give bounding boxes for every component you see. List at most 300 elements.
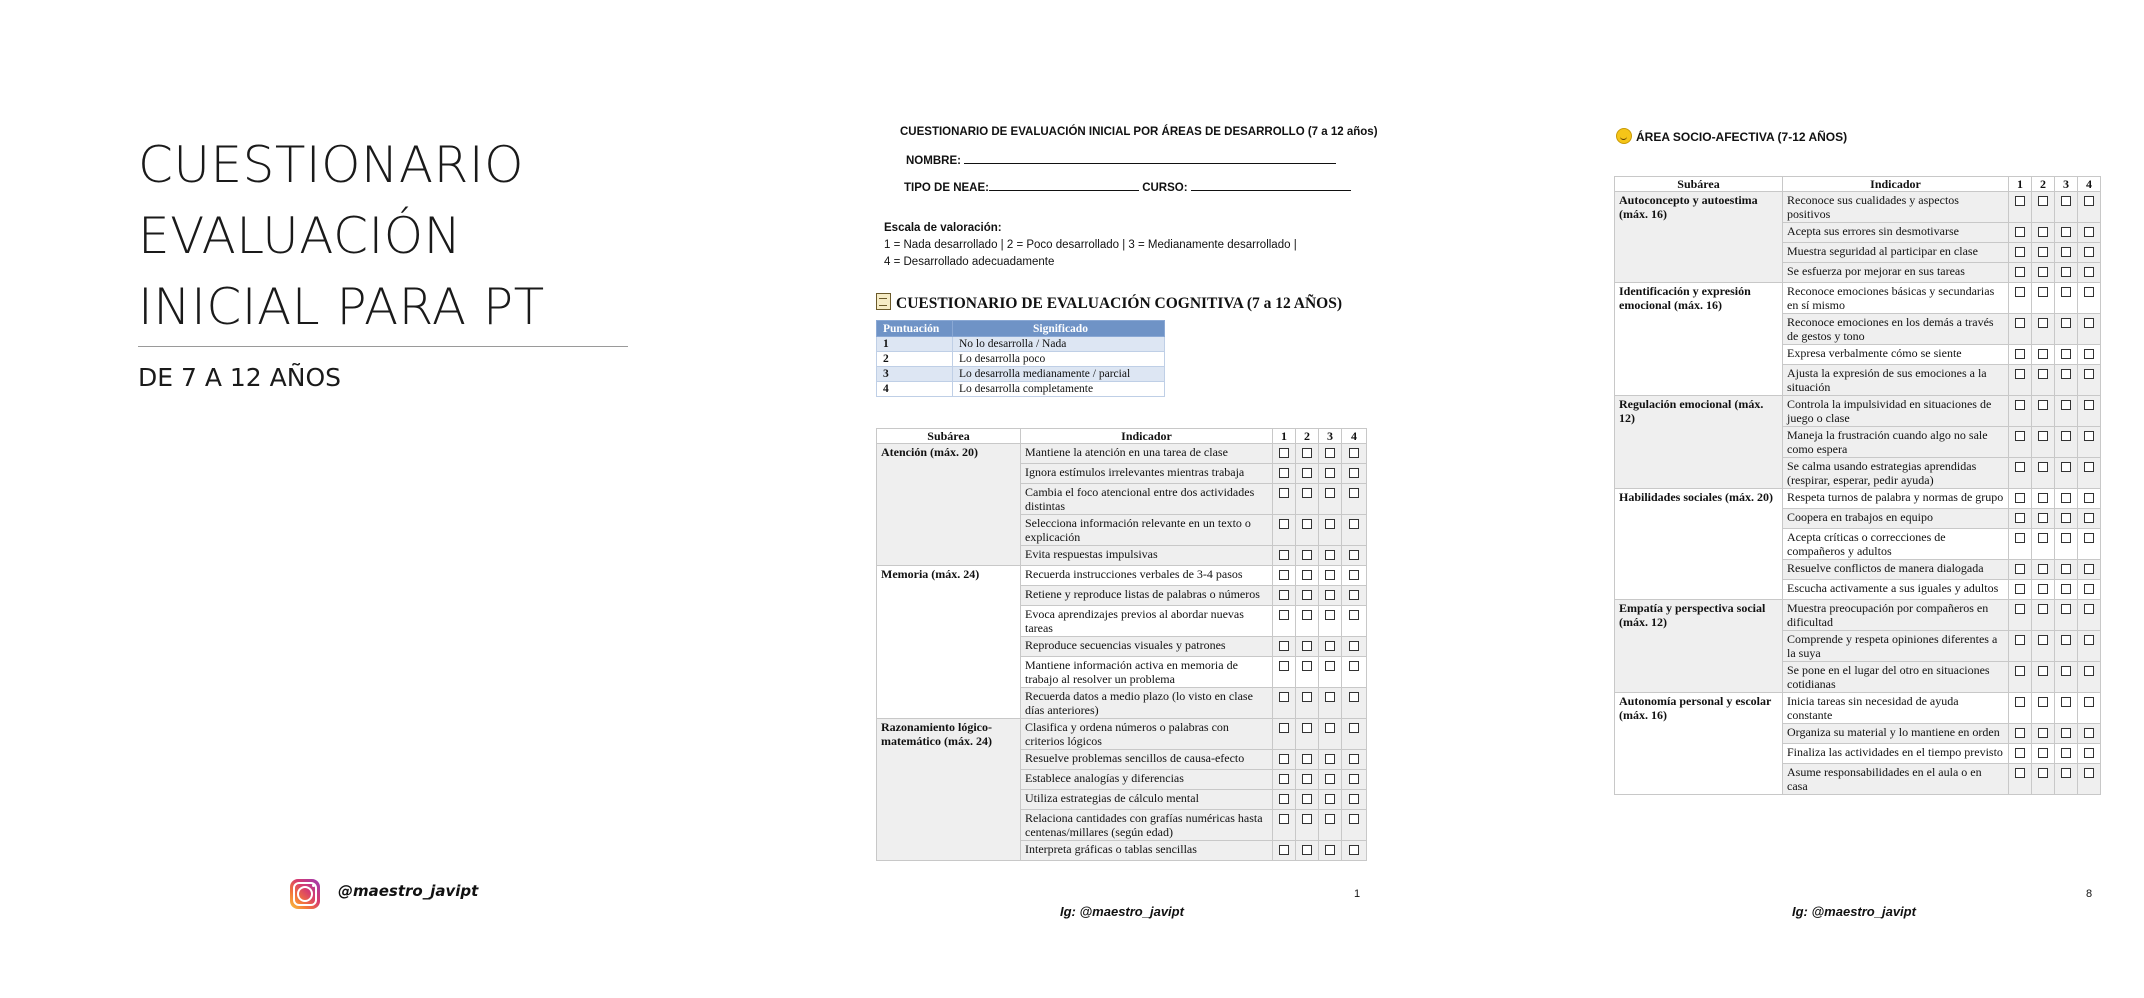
legend-score: 4 (877, 382, 953, 397)
instagram-handle[interactable]: @maestro_javipt (338, 882, 479, 900)
rating-checkbox[interactable] (2061, 349, 2071, 359)
rating-checkbox[interactable] (1325, 610, 1335, 620)
cover-title-line: CUESTIONARIO (138, 136, 524, 194)
rating-cell (2078, 724, 2101, 744)
rating-cell (1296, 841, 1319, 861)
subarea-name: Autoconcepto y autoestima (máx. 16) (1615, 192, 1783, 283)
rating-checkbox[interactable] (2015, 318, 2025, 328)
rating-checkbox[interactable] (1279, 488, 1289, 498)
table-row (877, 719, 1367, 750)
rating-cell (2078, 345, 2101, 365)
rating-cell (1296, 750, 1319, 770)
rating-checkbox[interactable] (1325, 448, 1335, 458)
rating-checkbox[interactable] (2084, 196, 2094, 206)
rating-cell (2032, 345, 2055, 365)
page-number: 1 (1354, 888, 1361, 900)
rating-checkbox[interactable] (2084, 635, 2094, 645)
indicator-text: Selecciona información relevante en un texto o explicación (1021, 515, 1273, 546)
rating-checkbox[interactable] (2015, 462, 2025, 472)
rating-checkbox[interactable] (2015, 400, 2025, 410)
rating-checkbox[interactable] (2038, 462, 2048, 472)
cognitive-section-title (876, 293, 1342, 313)
rating-checkbox[interactable] (2015, 349, 2025, 359)
rating-cell (1273, 770, 1296, 790)
rating-checkbox[interactable] (1302, 814, 1312, 824)
rating-checkbox[interactable] (2061, 247, 2071, 257)
subarea-name: Autonomía personal y escolar (máx. 16) (1615, 693, 1783, 795)
rating-checkbox[interactable] (1302, 570, 1312, 580)
rating-checkbox[interactable] (2061, 666, 2071, 676)
rating-checkbox[interactable] (1302, 723, 1312, 733)
rating-cell (1342, 515, 1367, 546)
rating-checkbox[interactable] (1325, 814, 1335, 824)
rating-checkbox[interactable] (1349, 610, 1359, 620)
rating-checkbox[interactable] (1325, 590, 1335, 600)
rating-checkbox[interactable] (1325, 488, 1335, 498)
rating-cell (1296, 637, 1319, 657)
rating-checkbox[interactable] (2038, 318, 2048, 328)
rating-checkbox[interactable] (2015, 369, 2025, 379)
cognitive-table (876, 428, 1367, 861)
rating-checkbox[interactable] (1349, 641, 1359, 651)
rating-checkbox[interactable] (2038, 349, 2048, 359)
rating-checkbox[interactable] (2061, 635, 2071, 645)
rating-checkbox[interactable] (2084, 666, 2094, 676)
page-footer[interactable]: Ig: @maestro_javipt (1060, 904, 1184, 919)
indicator-text: Expresa verbalmente cómo se siente (1783, 345, 2009, 365)
rating-checkbox[interactable] (2038, 635, 2048, 645)
rating-checkbox[interactable] (1349, 448, 1359, 458)
rating-checkbox[interactable] (2038, 247, 2048, 257)
rating-checkbox[interactable] (2084, 431, 2094, 441)
column-header: 4 (2078, 177, 2101, 192)
rating-cell (2032, 744, 2055, 764)
rating-cell (1273, 606, 1296, 637)
cover-title-line: INICIAL PARA PT (138, 278, 545, 336)
rating-checkbox[interactable] (1325, 723, 1335, 733)
rating-cell (1296, 464, 1319, 484)
legend-meaning: Lo desarrolla poco (953, 352, 1165, 367)
rating-checkbox[interactable] (1302, 692, 1312, 702)
indicator-text: Recuerda instrucciones verbales de 3-4 pasos (1021, 566, 1273, 586)
indicator-text: Evita respuestas impulsivas (1021, 546, 1273, 566)
rating-checkbox[interactable] (1349, 519, 1359, 529)
course-label: CURSO: (1142, 182, 1188, 194)
rating-checkbox[interactable] (1279, 661, 1289, 671)
legend-meaning: Lo desarrolla completamente (953, 382, 1165, 397)
rating-cell (1273, 515, 1296, 546)
rating-checkbox[interactable] (2038, 493, 2048, 503)
rating-cell (2078, 529, 2101, 560)
rating-checkbox[interactable] (1349, 774, 1359, 784)
rating-cell (1342, 657, 1367, 688)
rating-checkbox[interactable] (2061, 196, 2071, 206)
rating-checkbox[interactable] (2038, 697, 2048, 707)
indicator-text: Controla la impulsividad en situaciones de juego o clase (1783, 396, 2009, 427)
rating-checkbox[interactable] (2084, 287, 2094, 297)
rating-checkbox[interactable] (2084, 400, 2094, 410)
indicator-text: Recuerda datos a medio plazo (lo visto en clase días anteriores) (1021, 688, 1273, 719)
indicator-text: Organiza su material y lo mantiene en orden (1783, 724, 2009, 744)
rating-cell (1273, 546, 1296, 566)
rating-cell (1342, 750, 1367, 770)
rating-checkbox[interactable] (2084, 564, 2094, 574)
rating-cell (2009, 764, 2032, 795)
rating-checkbox[interactable] (1349, 468, 1359, 478)
rating-checkbox[interactable] (1279, 845, 1289, 855)
rating-cell (1273, 566, 1296, 586)
rating-checkbox[interactable] (2084, 768, 2094, 778)
page-footer[interactable]: Ig: @maestro_javipt (1792, 904, 1916, 919)
rating-cell (1342, 637, 1367, 657)
rating-checkbox[interactable] (2084, 349, 2094, 359)
rating-checkbox[interactable] (2015, 533, 2025, 543)
rating-checkbox[interactable] (1279, 774, 1289, 784)
rating-cell (1296, 719, 1319, 750)
rating-checkbox[interactable] (2061, 768, 2071, 778)
rating-checkbox[interactable] (2061, 697, 2071, 707)
rating-checkbox[interactable] (1349, 590, 1359, 600)
rating-checkbox[interactable] (2015, 584, 2025, 594)
indicator-text: Escucha activamente a sus iguales y adultos (1783, 580, 2009, 600)
rating-checkbox[interactable] (2061, 267, 2071, 277)
rating-cell (1296, 586, 1319, 606)
rating-cell (2078, 458, 2101, 489)
rating-cell (1273, 637, 1296, 657)
rating-cell (2055, 580, 2078, 600)
rating-cell (1273, 484, 1296, 515)
rating-checkbox[interactable] (1349, 488, 1359, 498)
rating-checkbox[interactable] (1279, 519, 1289, 529)
rating-checkbox[interactable] (2061, 533, 2071, 543)
rating-cell (2078, 580, 2101, 600)
rating-checkbox[interactable] (1349, 814, 1359, 824)
legend-score: 1 (877, 337, 953, 352)
rating-checkbox[interactable] (2084, 318, 2094, 328)
rating-checkbox[interactable] (1325, 692, 1335, 702)
rating-checkbox[interactable] (1325, 754, 1335, 764)
rating-checkbox[interactable] (2038, 584, 2048, 594)
rating-checkbox[interactable] (2015, 564, 2025, 574)
rating-checkbox[interactable] (2084, 267, 2094, 277)
rating-cell (2009, 314, 2032, 345)
rating-cell (1296, 444, 1319, 464)
rating-checkbox[interactable] (2084, 462, 2094, 472)
rating-cell (1342, 484, 1367, 515)
rating-checkbox[interactable] (2061, 748, 2071, 758)
rating-cell (1319, 606, 1342, 637)
rating-checkbox[interactable] (2084, 369, 2094, 379)
table-row (1615, 693, 2101, 724)
table-row (1615, 283, 2101, 314)
rating-checkbox[interactable] (1279, 610, 1289, 620)
column-header: 1 (2009, 177, 2032, 192)
rating-cell (2009, 560, 2032, 580)
subarea-name: Habilidades sociales (máx. 20) (1615, 489, 1783, 600)
rating-checkbox[interactable] (1279, 590, 1289, 600)
rating-checkbox[interactable] (1302, 794, 1312, 804)
indicator-text: Mantiene información activa en memoria de trabajo al resolver un problema (1021, 657, 1273, 688)
rating-checkbox[interactable] (1302, 610, 1312, 620)
rating-cell (1319, 484, 1342, 515)
rating-cell (1342, 841, 1367, 861)
rating-checkbox[interactable] (2015, 493, 2025, 503)
rating-checkbox[interactable] (2038, 768, 2048, 778)
rating-cell (1342, 546, 1367, 566)
cover-title-line: EVALUACIÓN (138, 207, 462, 265)
rating-cell (2009, 580, 2032, 600)
rating-cell (2009, 744, 2032, 764)
rating-cell (2055, 724, 2078, 744)
rating-checkbox[interactable] (2084, 748, 2094, 758)
rating-checkbox[interactable] (2015, 768, 2025, 778)
rating-checkbox[interactable] (2038, 604, 2048, 614)
rating-checkbox[interactable] (2015, 287, 2025, 297)
rating-checkbox[interactable] (2061, 604, 2071, 614)
indicator-text: Clasifica y ordena números o palabras con criterios lógicos (1021, 719, 1273, 750)
rating-cell (1319, 750, 1342, 770)
indicator-text: Acepta críticas o correcciones de compañeros y adultos (1783, 529, 2009, 560)
smiley-icon (1616, 128, 1632, 144)
rating-checkbox[interactable] (1279, 641, 1289, 651)
rating-cell (2055, 600, 2078, 631)
rating-checkbox[interactable] (1302, 550, 1312, 560)
indicator-text: Evoca aprendizajes previos al abordar nuevas tareas (1021, 606, 1273, 637)
rating-checkbox[interactable] (2084, 604, 2094, 614)
rating-checkbox[interactable] (1302, 448, 1312, 458)
rating-checkbox[interactable] (1349, 723, 1359, 733)
rating-checkbox[interactable] (1302, 519, 1312, 529)
rating-checkbox[interactable] (2038, 287, 2048, 297)
rating-checkbox[interactable] (1325, 570, 1335, 580)
indicator-text: Se esfuerza por mejorar en sus tareas (1783, 263, 2009, 283)
rating-cell (1319, 657, 1342, 688)
rating-checkbox[interactable] (1279, 692, 1289, 702)
rating-checkbox[interactable] (1349, 692, 1359, 702)
rating-cell (1273, 586, 1296, 606)
rating-checkbox[interactable] (2084, 513, 2094, 523)
subarea-name: Empatía y perspectiva social (máx. 12) (1615, 600, 1783, 693)
rating-cell (1342, 719, 1367, 750)
rating-cell (2032, 509, 2055, 529)
rating-checkbox[interactable] (2061, 728, 2071, 738)
rating-cell (2078, 509, 2101, 529)
rating-cell (2032, 243, 2055, 263)
rating-checkbox[interactable] (2038, 748, 2048, 758)
rating-checkbox[interactable] (1325, 661, 1335, 671)
memo-icon (876, 293, 891, 310)
rating-checkbox[interactable] (1302, 641, 1312, 651)
rating-checkbox[interactable] (2015, 247, 2025, 257)
rating-checkbox[interactable] (2084, 584, 2094, 594)
rating-checkbox[interactable] (2015, 227, 2025, 237)
rating-checkbox[interactable] (1325, 774, 1335, 784)
rating-checkbox[interactable] (1279, 570, 1289, 580)
cover-divider (138, 346, 628, 347)
rating-cell (1319, 546, 1342, 566)
rating-checkbox[interactable] (1325, 845, 1335, 855)
rating-checkbox[interactable] (2015, 604, 2025, 614)
rating-checkbox[interactable] (2061, 400, 2071, 410)
subarea-name: Identificación y expresión emocional (máx. 16) (1615, 283, 1783, 396)
rating-checkbox[interactable] (2084, 227, 2094, 237)
rating-cell (2055, 529, 2078, 560)
rating-checkbox[interactable] (2015, 513, 2025, 523)
rating-checkbox[interactable] (2061, 564, 2071, 574)
rating-cell (1273, 790, 1296, 810)
rating-checkbox[interactable] (1302, 661, 1312, 671)
rating-checkbox[interactable] (1302, 488, 1312, 498)
indicator-text: Retiene y reproduce listas de palabras o números (1021, 586, 1273, 606)
rating-checkbox[interactable] (2038, 196, 2048, 206)
indicator-text: Resuelve conflictos de manera dialogada (1783, 560, 2009, 580)
rating-checkbox[interactable] (1349, 845, 1359, 855)
column-header: 3 (1319, 429, 1342, 444)
subarea-name: Memoria (máx. 24) (877, 566, 1021, 719)
rating-checkbox[interactable] (1279, 754, 1289, 764)
rating-cell (2078, 314, 2101, 345)
indicator-text: Respeta turnos de palabra y normas de grupo (1783, 489, 2009, 509)
rating-checkbox[interactable] (1302, 845, 1312, 855)
rating-cell (1273, 810, 1296, 841)
neae-course-field[interactable] (904, 179, 1351, 194)
instagram-icon[interactable] (290, 879, 320, 909)
rating-cell (1342, 444, 1367, 464)
rating-checkbox[interactable] (1302, 590, 1312, 600)
subarea-name: Regulación emocional (máx. 12) (1615, 396, 1783, 489)
rating-cell (2055, 631, 2078, 662)
rating-checkbox[interactable] (2038, 513, 2048, 523)
rating-cell (1342, 810, 1367, 841)
rating-checkbox[interactable] (1325, 550, 1335, 560)
rating-cell (1296, 810, 1319, 841)
questionnaire-header: CUESTIONARIO DE EVALUACIÓN INICIAL POR ÁREAS DE DESARROLLO (7 a 12 años) (900, 126, 1378, 138)
indicator-text: Asume responsabilidades en el aula o en casa (1783, 764, 2009, 795)
rating-checkbox[interactable] (2015, 431, 2025, 441)
rating-checkbox[interactable] (2015, 748, 2025, 758)
rating-checkbox[interactable] (1279, 794, 1289, 804)
name-label: NOMBRE: (906, 155, 961, 167)
indicator-text: Resuelve problemas sencillos de causa-efecto (1021, 750, 1273, 770)
rating-checkbox[interactable] (1325, 468, 1335, 478)
rating-cell (1342, 566, 1367, 586)
rating-checkbox[interactable] (1349, 794, 1359, 804)
table-header-row (1615, 177, 2101, 192)
indicator-text: Reproduce secuencias visuales y patrones (1021, 637, 1273, 657)
rating-checkbox[interactable] (2084, 697, 2094, 707)
rating-checkbox[interactable] (2061, 513, 2071, 523)
rating-checkbox[interactable] (2061, 227, 2071, 237)
rating-checkbox[interactable] (2061, 493, 2071, 503)
rating-checkbox[interactable] (2015, 196, 2025, 206)
rating-cell (2078, 427, 2101, 458)
rating-cell (2032, 529, 2055, 560)
rating-checkbox[interactable] (2038, 564, 2048, 574)
rating-checkbox[interactable] (1279, 814, 1289, 824)
rating-checkbox[interactable] (2015, 666, 2025, 676)
scale-line: 1 = Nada desarrollado | 2 = Poco desarrollado | 3 = Medianamente desarrollado | (884, 239, 1297, 251)
rating-checkbox[interactable] (1279, 723, 1289, 733)
rating-checkbox[interactable] (2015, 635, 2025, 645)
rating-checkbox[interactable] (1279, 468, 1289, 478)
rating-checkbox[interactable] (2038, 400, 2048, 410)
rating-checkbox[interactable] (1349, 661, 1359, 671)
rating-cell (1273, 657, 1296, 688)
rating-checkbox[interactable] (2061, 462, 2071, 472)
rating-checkbox[interactable] (2038, 431, 2048, 441)
rating-cell (2055, 283, 2078, 314)
scale-line: 4 = Desarrollado adecuadamente (884, 256, 1055, 268)
column-header: 4 (1342, 429, 1367, 444)
rating-checkbox[interactable] (1349, 550, 1359, 560)
socio-affective-title (1616, 128, 1847, 144)
rating-checkbox[interactable] (1349, 570, 1359, 580)
rating-checkbox[interactable] (2038, 267, 2048, 277)
rating-checkbox[interactable] (1302, 754, 1312, 764)
rating-cell (2009, 509, 2032, 529)
rating-checkbox[interactable] (2084, 533, 2094, 543)
rating-cell (1273, 688, 1296, 719)
rating-checkbox[interactable] (2061, 584, 2071, 594)
rating-checkbox[interactable] (2015, 697, 2025, 707)
rating-checkbox[interactable] (2084, 493, 2094, 503)
indicator-text: Se calma usando estrategias aprendidas (respirar, esperar, pedir ayuda) (1783, 458, 2009, 489)
rating-checkbox[interactable] (1325, 641, 1335, 651)
rating-checkbox[interactable] (2061, 287, 2071, 297)
socio-affective-table (1614, 176, 2101, 795)
rating-checkbox[interactable] (2038, 533, 2048, 543)
rating-checkbox[interactable] (1325, 519, 1335, 529)
rating-checkbox[interactable] (2038, 227, 2048, 237)
rating-cell (2009, 489, 2032, 509)
rating-checkbox[interactable] (2084, 247, 2094, 257)
rating-cell (2055, 764, 2078, 795)
rating-checkbox[interactable] (2038, 728, 2048, 738)
rating-cell (1296, 606, 1319, 637)
rating-checkbox[interactable] (2038, 666, 2048, 676)
name-field[interactable] (906, 152, 1336, 167)
rating-checkbox[interactable] (2015, 728, 2025, 738)
rating-cell (2078, 192, 2101, 223)
cover-subtitle: DE 7 A 12 AÑOS (138, 363, 342, 392)
rating-checkbox[interactable] (2061, 431, 2071, 441)
table-row (1615, 396, 2101, 427)
indicator-text: Se pone en el lugar del otro en situaciones cotidianas (1783, 662, 2009, 693)
rating-checkbox[interactable] (1279, 448, 1289, 458)
rating-checkbox[interactable] (1325, 794, 1335, 804)
column-header: 3 (2055, 177, 2078, 192)
indicator-text: Utiliza estrategias de cálculo mental (1021, 790, 1273, 810)
legend-meaning: No lo desarrolla / Nada (953, 337, 1165, 352)
rating-cell (2078, 243, 2101, 263)
rating-checkbox[interactable] (1302, 774, 1312, 784)
score-legend-table (876, 320, 1165, 397)
rating-cell (1342, 790, 1367, 810)
rating-checkbox[interactable] (2015, 267, 2025, 277)
indicator-text: Coopera en trabajos en equipo (1783, 509, 2009, 529)
rating-checkbox[interactable] (2061, 318, 2071, 328)
rating-checkbox[interactable] (1302, 468, 1312, 478)
rating-cell (2009, 458, 2032, 489)
rating-checkbox[interactable] (1279, 550, 1289, 560)
table-row (1615, 192, 2101, 223)
rating-checkbox[interactable] (2061, 369, 2071, 379)
rating-cell (1273, 719, 1296, 750)
rating-cell (1273, 464, 1296, 484)
rating-checkbox[interactable] (2038, 369, 2048, 379)
rating-checkbox[interactable] (2084, 728, 2094, 738)
rating-checkbox[interactable] (1349, 754, 1359, 764)
